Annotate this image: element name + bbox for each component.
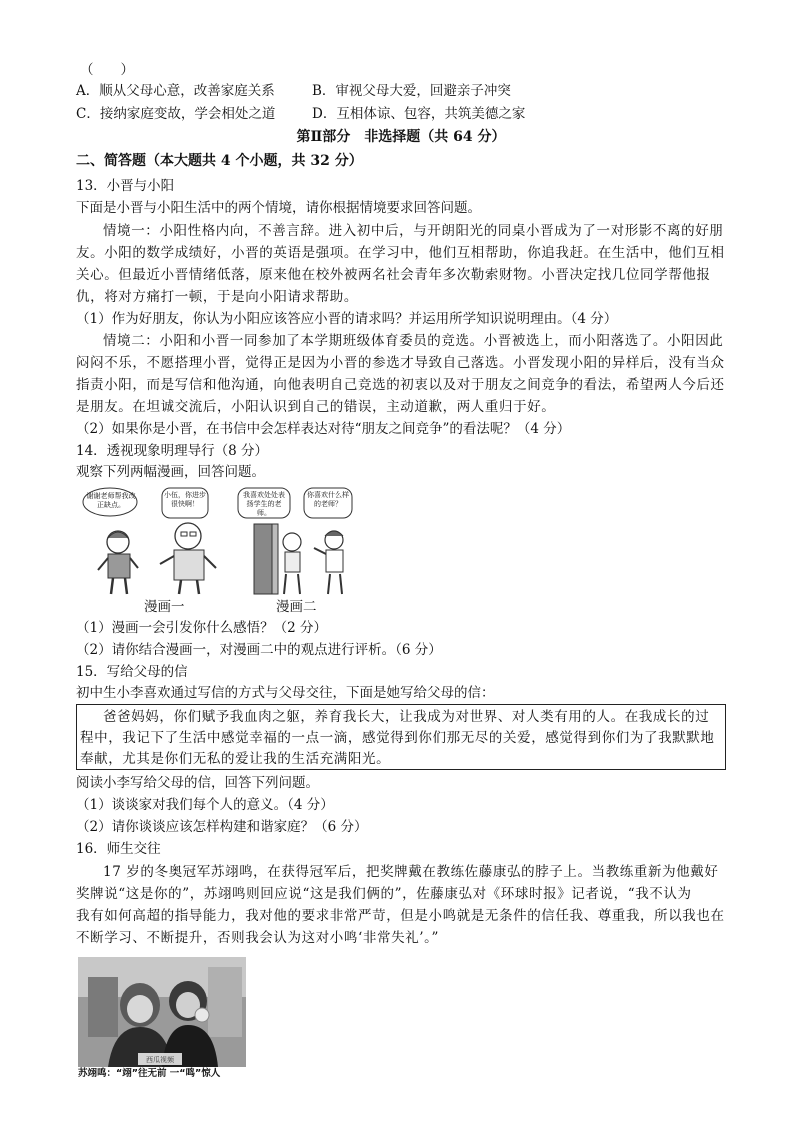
q13-scene1-line4: 仇，将对方痛打一顿，于是向小阳请求帮助。 <box>76 289 358 305</box>
part2-title: 第Ⅱ部分 非选择题（共 64 分） <box>296 129 506 145</box>
letter-line1: 爸爸妈妈，你们赋予我血肉之躯，养育我长大，让我成为对世界、对人类有用的人。在我成长的过 <box>103 709 710 725</box>
option-a: A．顺从父母心意，改善家庭关系 <box>76 83 275 99</box>
comic1-teacher-bubble: 小伍，你进步很快啊！ <box>164 491 206 508</box>
q13-scene2-line1: 情境二：小阳和小晋一同参加了本学期班级体育委员的竞选。小晋被选上，而小阳落选了。小阳因此 <box>103 333 724 349</box>
section2-title: 二、简答题（本大题共 4 个小题，共 32 分） <box>76 153 363 169</box>
q13-scene1-line2: 友。小阳的数学成绩好，小晋的英语是强项。在学习中，他们互相帮助，你追我赶。在生活中，他们互相 <box>76 245 725 261</box>
q13-scene2-line4: 是朋友。在坦诚交流后，小阳认识到自己的错误，主动道歉，两人重归于好。 <box>76 399 556 415</box>
q14-question1: （1）漫画一会引发你什么感悟？（2 分） <box>76 620 327 636</box>
q15-intro: 初中生小李喜欢通过写信的方式与父母交往，下面是她写给父母的信： <box>76 685 495 701</box>
q16-para-line3: 我有如何高超的指导能力，我对他的要求非常严苛，但是小鸣就是无条件的信任我、尊重我，所以我也在 <box>76 908 725 924</box>
q16-para-line1: 17 岁的冬奥冠军苏翊鸣，在获得冠军后，把奖牌戴在教练佐藤康弘的脖子上。当教练重新为他戴好 <box>103 864 719 880</box>
answer-bracket: （ ） <box>80 62 134 78</box>
q15-question1: （1）谈谈家对我们每个人的意义。（4 分） <box>76 797 334 813</box>
q14-intro: 观察下列两幅漫画，回答问题。 <box>76 464 265 480</box>
q13-question1: （1）作为好朋友，你认为小阳应该答应小晋的请求吗？并运用所学知识说明理由。（4 分） <box>76 311 618 327</box>
q13-title: 13．小晋与小阳 <box>76 178 175 194</box>
q14-question2: （2）请你结合漫画一，对漫画二中的观点进行评析。（6 分） <box>76 642 442 658</box>
photo-watermark-tag: 西瓜视频 <box>146 1056 174 1064</box>
letter-line3: 奉献，尤其是你们无私的爱让我的生活充满阳光。 <box>80 751 391 767</box>
q13-scene1-line3: 关心。但最近小晋情绪低落，原来他在校外被两名社会青年多次勒索财物。小晋决定找几位同学帮他报 <box>76 267 711 283</box>
comic-one-illustration <box>80 484 230 596</box>
photo-caption: 苏翊鸣：“翊”往无前 一“鸣”惊人 <box>78 1068 221 1079</box>
athlete-coach-photo <box>78 957 246 1067</box>
q14-title: 14．透视现象明理导行（8 分） <box>76 443 269 459</box>
q13-scene2-line2: 闷闷不乐，不愿搭理小晋，觉得正是因为小晋的参选才导致自己落选。小晋发现小阳的异样后，没有当众 <box>76 355 725 371</box>
comic-two-caption: 漫画二 <box>276 599 317 615</box>
q16-para-line2: 奖牌说“这是你的”，苏翊鸣则回应说“这是我们俩的”，佐藤康弘对《环球时报》记者说，“我不认为 <box>76 886 692 902</box>
comic-two-illustration <box>234 484 360 596</box>
q15-question2: （2）请你谈谈应该怎样构建和谐家庭？（6 分） <box>76 819 368 835</box>
q13-intro: 下面是小晋与小阳生活中的两个情境，请你根据情境要求回答问题。 <box>76 200 481 216</box>
option-b: B．审视父母大爱，回避亲子冲突 <box>312 83 511 99</box>
q15-after: 阅读小李写给父母的信，回答下列问题。 <box>76 775 319 791</box>
q16-para-line4: 不断学习、不断提升，否则我会认为这对小鸣‘非常失礼’。” <box>76 930 440 946</box>
q16-title: 16．师生交往 <box>76 841 161 857</box>
comic1-student-bubble: 谢谢老师帮我改正缺点。 <box>86 492 136 509</box>
letter-line2: 程中，我记下了生活中感觉幸福的一点一滴，感觉得到你们那无尽的关爱，感觉得到你们为了我默默地 <box>80 730 715 746</box>
option-c: C．接纳家庭变故，学会相处之道 <box>76 106 276 122</box>
q15-title: 15．写给父母的信 <box>76 664 188 680</box>
q13-scene2-line3: 指责小阳，而是写信和他沟通，向他表明自己竞选的初衷以及对于朋友之间竞争的看法，希望两人今后还 <box>76 377 725 393</box>
comic2-reporter-bubble: 你喜欢什么样的老师？ <box>307 491 349 508</box>
comic2-student-bubble: 我喜欢处处表扬学生的老师。 <box>243 491 285 517</box>
option-d: D．互相体谅、包容，共筑美德之家 <box>312 106 526 122</box>
q13-question2: （2）如果你是小晋，在书信中会怎样表达对待“朋友之间竞争”的看法呢？（4 分） <box>76 421 571 437</box>
comic-one-caption: 漫画一 <box>144 599 185 615</box>
q13-scene1-line1: 情境一：小阳性格内向，不善言辞。进入初中后，与开朗阳光的同桌小晋成为了一对形影不离的好朋 <box>103 223 724 239</box>
